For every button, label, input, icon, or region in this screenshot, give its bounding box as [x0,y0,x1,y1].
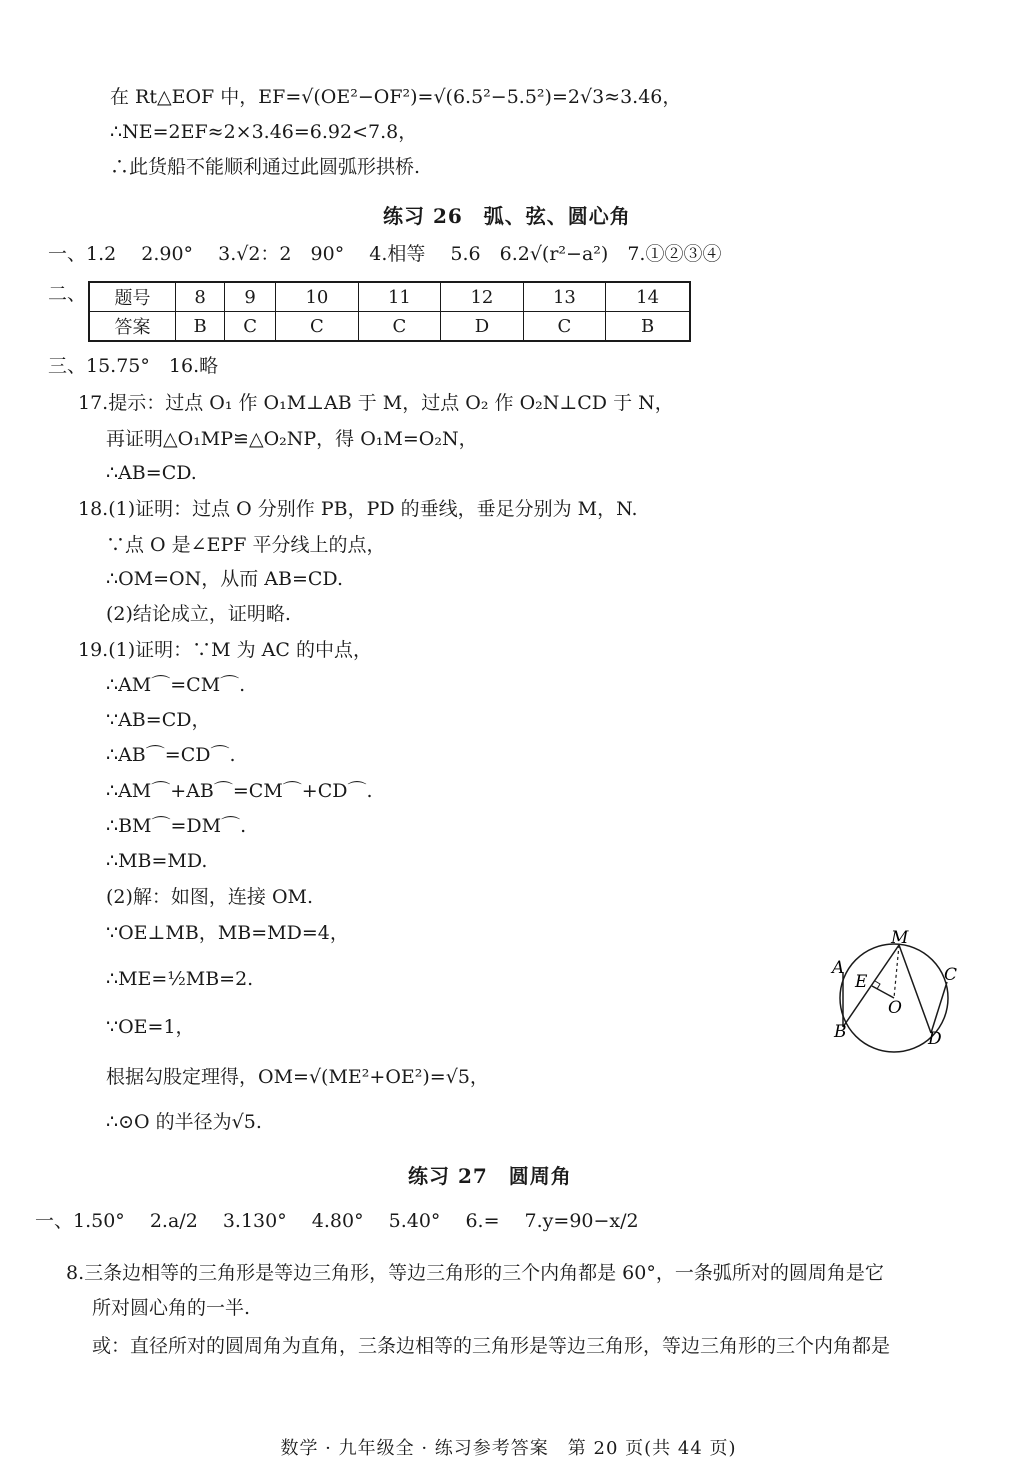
table-cell-answer: B [606,312,690,342]
q19-line: ∴AM⌒=CM⌒. [106,674,246,696]
table-header-label: 题号 [89,282,176,312]
s26-part2-label: 二、 [48,283,87,305]
q19-line: ∵OE=1， [106,1016,195,1038]
q19-line: ∴⊙O 的半径为√5. [106,1111,262,1133]
table-cell-answer: C [225,312,276,342]
figure-label-e: E [855,972,868,992]
q8-line: 8.三条边相等的三角形是等边三角形，等边三角形的三个内角都是 60°，一条弧所对的圆周角是它 [66,1262,884,1284]
circle-figure [820,925,970,1055]
table-answer-label: 答案 [89,312,176,342]
figure-segment-om [894,945,899,998]
table-cell-number: 10 [276,282,359,312]
answer-table [88,281,691,342]
s27-part1-answers: 一、1.50° 2.a/2 3.130° 4.80° 5.40° 6.= 7.y=90−x/2 [35,1210,639,1232]
q19-line: ∴BM⌒=DM⌒. [106,815,247,837]
text-line-ne: ∴NE=2EF≈2×3.46=6.92<7.8， [110,121,418,143]
figure-chord-md [899,945,931,1033]
q8-line: 或：直径所对的圆周角为直角，三条边相等的三角形是等边三角形，等边三角形的三个内角都是 [92,1335,891,1357]
q19-line: 根据勾股定理得，OM=√(ME²+OE²)=√5， [106,1066,489,1088]
text-line-conclusion: ∴此货船不能顺利通过此圆弧形拱桥. [110,156,421,178]
q17-line: 再证明△O₁MP≌△O₂NP，得 O₁M=O₂N， [106,428,478,450]
table-cell-number: 9 [225,282,276,312]
table-cell-number: 13 [523,282,606,312]
q18-line: ∴OM=ON，从而 AB=CD. [106,568,344,590]
table-cell-answer: B [176,312,225,342]
q19-line: ∴ME=½MB=2. [106,968,254,990]
q17-line: ∴AB=CD. [106,462,197,484]
figure-label-a: A [832,958,845,978]
q19-line: ∵AB=CD， [106,709,211,731]
s26-part1-answers: 一、1.2 2.90° 3.√2：2 90° 4.相等 5.6 6.2√(r²−a²) 7.①②③④ [48,243,722,265]
q19-line: (2)解：如图，连接 OM. [106,886,314,908]
figure-label-o: O [888,998,902,1018]
q17-line: 17.提示：过点 O₁ 作 O₁M⊥AB 于 M，过点 O₂ 作 O₂N⊥CD 于 N， [78,392,674,414]
table-cell-answer: C [276,312,359,342]
table-cell-answer: D [441,312,524,342]
q18-line: 18.(1)证明：过点 O 分别作 PB，PD 的垂线，垂足分别为 M，N. [78,498,638,520]
table-cell-number: 8 [176,282,225,312]
q18-line: (2)结论成立，证明略. [106,603,291,625]
q19-line: ∴AM⌒+AB⌒=CM⌒+CD⌒. [106,780,373,802]
figure-label-b: B [834,1022,847,1042]
s26-part3-answers: 三、15.75° 16.略 [48,355,219,377]
table-cell-number: 14 [606,282,690,312]
section-27-title: 练习 27 圆周角 [408,1164,572,1188]
page-footer: 数学 · 九年级全 · 练习参考答案 第 20 页(共 44 页) [280,1438,737,1459]
table-cell-number: 12 [441,282,524,312]
text-line-ef: 在 Rt△EOF 中，EF=√(OE²−OF²)=√(6.5²−5.5²)=2√3≈3.46， [110,86,682,108]
q18-line: ∵点 O 是∠EPF 平分线上的点， [106,534,386,556]
q19-line: ∵OE⊥MB，MB=MD=4， [106,922,349,944]
figure-segment-oe [872,986,894,998]
table-cell-number: 11 [358,282,441,312]
q8-line: 所对圆心角的一半. [92,1297,251,1319]
section-26-title: 练习 26 弧、弦、圆心角 [383,204,631,228]
table-row [89,282,690,312]
q19-line: ∴AB⌒=CD⌒. [106,744,236,766]
figure-label-d: D [928,1029,942,1049]
figure-label-c: C [944,965,958,985]
q19-line: 19.(1)证明：∵M 为 AC 的中点， [78,639,372,661]
table-cell-answer: C [358,312,441,342]
table-cell-answer: C [523,312,606,342]
table-row [89,312,690,342]
figure-label-m: M [891,928,909,948]
figure-chord-cd [931,982,947,1033]
q19-line: ∴MB=MD. [106,850,208,872]
